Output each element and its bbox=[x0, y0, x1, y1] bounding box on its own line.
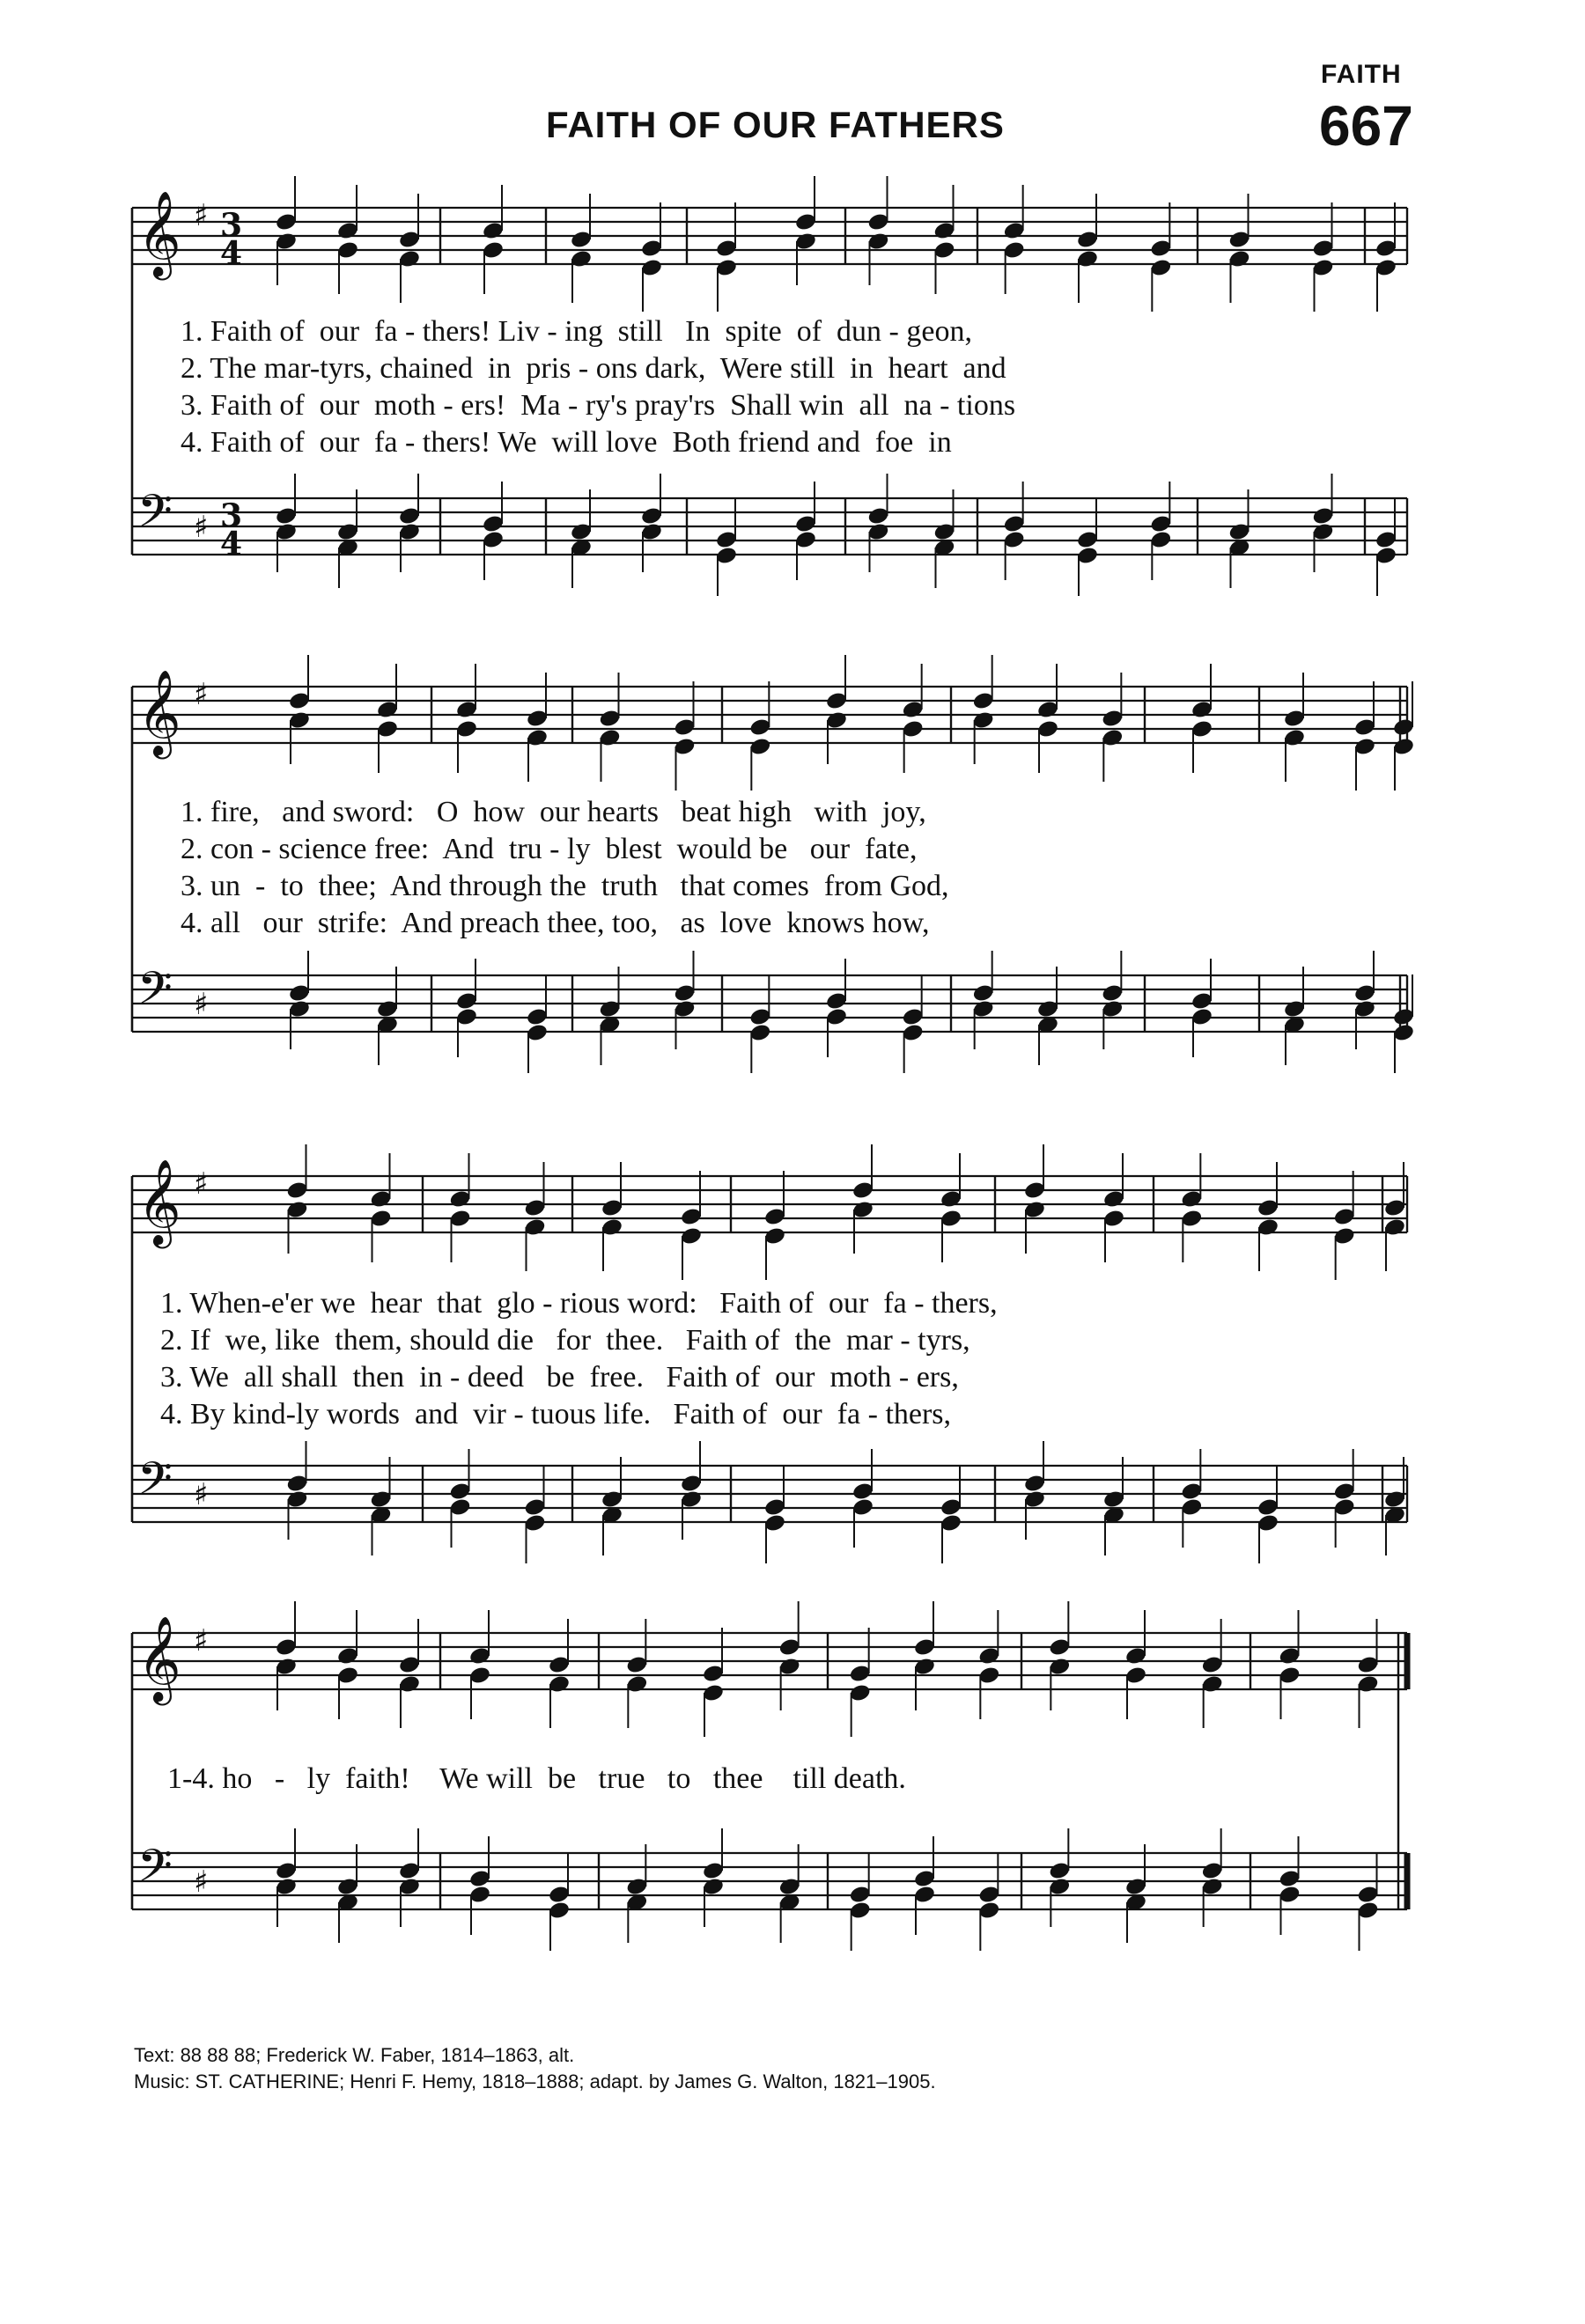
verse-line: 4. By kind-ly words and vir - tuous life. Faith of our fa - thers, bbox=[160, 1398, 952, 1430]
verse-line: 4. Faith of our fa - thers! We will love Both friend and foe in bbox=[181, 426, 952, 459]
verse-line: 4. all our strife: And preach thee, too, as love knows how, bbox=[181, 907, 930, 939]
verse-line: 1. fire, and sword: O how our hearts beat high with joy, bbox=[181, 796, 926, 828]
category-label: FAITH bbox=[1321, 60, 1402, 89]
treble-clef: 𝄞 bbox=[137, 190, 181, 276]
sharp-sign: ♯ bbox=[194, 987, 209, 1022]
sharp-sign: ♯ bbox=[194, 1166, 209, 1202]
hymn-number: 667 bbox=[1319, 94, 1413, 158]
sharp-sign: ♯ bbox=[194, 1623, 209, 1658]
verse-line: 3. Faith of our moth - ers! Ma - ry's pray'rs Shall win all na - tions bbox=[181, 389, 1016, 422]
time-signature: 4 bbox=[220, 526, 243, 563]
verse-line: 3. un - to thee; And through the truth that comes from God, bbox=[181, 870, 949, 902]
time-signature: 3 bbox=[220, 497, 243, 534]
treble-clef: 𝄞 bbox=[137, 669, 181, 755]
text-credit: Text: 88 88 88; Frederick W. Faber, 1814–1863, alt. bbox=[134, 2044, 575, 2066]
verse-line: 2. con - science free: And tru - ly blest would be our fate, bbox=[181, 833, 918, 865]
sharp-sign: ♯ bbox=[194, 1477, 209, 1512]
hymn-title: FAITH OF OUR FATHERS bbox=[546, 104, 1005, 145]
bass-clef: 𝄢 bbox=[137, 1839, 173, 1903]
sharp-sign: ♯ bbox=[194, 198, 209, 233]
sharp-sign: ♯ bbox=[194, 1864, 209, 1900]
time-signature: 4 bbox=[220, 235, 243, 272]
treble-clef: 𝄞 bbox=[137, 1158, 181, 1245]
verse-line: 1-4. ho - ly faith! We will be true to thee till death. bbox=[167, 1762, 906, 1795]
verse-line: 2. If we, like them, should die for thee. Faith of the mar - tyrs, bbox=[160, 1324, 970, 1357]
verse-line: 2. The mar-tyrs, chained in pris - ons dark, Were still in heart and bbox=[181, 352, 1006, 385]
bass-clef: 𝄢 bbox=[137, 1452, 173, 1516]
bass-clef: 𝄢 bbox=[137, 961, 173, 1026]
music-credit: Music: ST. CATHERINE; Henri F. Hemy, 1818–1888; adapt. by James G. Walton, 1821–1905. bbox=[134, 2070, 936, 2092]
verse-line: 1. Faith of our fa - thers! Liv - ing still In spite of dun - geon, bbox=[181, 315, 972, 348]
time-signature: 3 bbox=[220, 207, 243, 244]
sharp-sign: ♯ bbox=[194, 510, 209, 545]
bass-clef: 𝄢 bbox=[137, 484, 173, 548]
treble-clef: 𝄞 bbox=[137, 1615, 181, 1702]
verse-line: 3. We all shall then in - deed be free. Faith of our moth - ers, bbox=[160, 1361, 959, 1394]
sharp-sign: ♯ bbox=[194, 677, 209, 712]
verse-line: 1. When-e'er we hear that glo - rious word: Faith of our fa - thers, bbox=[160, 1287, 998, 1320]
